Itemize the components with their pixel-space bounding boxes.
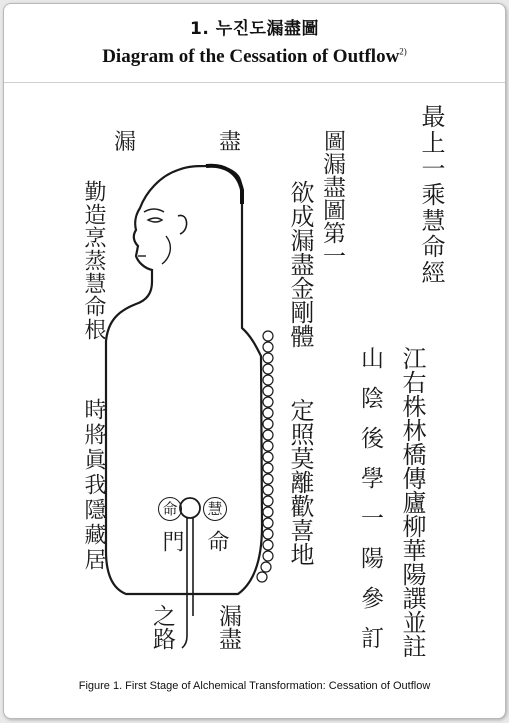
label-below-left: 門 <box>159 530 184 552</box>
top-title <box>114 132 384 154</box>
editor-credit: 山陰後學一陽參訂 <box>357 346 383 666</box>
subtitle: 欲成漏盡金剛體 <box>286 180 314 348</box>
top-title-text: 漏 盡 圖 <box>114 130 384 155</box>
title-korean: 1. 누진도漏盡圖 <box>190 19 319 39</box>
title-english <box>4 46 505 68</box>
chapter-title: 漏盡圖第一 <box>319 152 345 267</box>
header <box>4 4 505 83</box>
title-english-text: Diagram of the Cessation of Outflow <box>102 46 400 67</box>
right-title: 最上一乘慧命經 <box>417 104 445 286</box>
ear <box>178 215 187 234</box>
central-circle <box>180 498 200 518</box>
author-credit: 江右株林橋傳廬柳華陽譔並註 <box>398 346 426 658</box>
bottom-right-label: 漏盡 <box>215 604 241 650</box>
footnote-mark: 2) <box>399 46 407 57</box>
left-upper-verse: 勤造烹蒸慧命根 <box>81 180 106 341</box>
circle-char-left: 命 <box>158 497 182 521</box>
eyebrow <box>144 209 164 212</box>
head-back-line <box>206 166 242 204</box>
right-mid-verse: 定照莫離歡喜地 <box>286 398 314 566</box>
left-lower-verse: 時將眞我隱藏居 <box>81 398 106 573</box>
eye <box>148 218 162 222</box>
diagram <box>66 96 466 666</box>
label-below-right: 命 <box>204 530 229 552</box>
figure-card <box>3 3 506 719</box>
figure-caption: Figure 1. First Stage of Alchemical Transformation: Cessation of Outflow <box>78 680 431 692</box>
circle-char-right: 慧 <box>203 497 227 521</box>
spine-circles <box>257 331 273 582</box>
bottom-left-label: 之路 <box>149 604 175 650</box>
cheek-line <box>162 236 170 264</box>
